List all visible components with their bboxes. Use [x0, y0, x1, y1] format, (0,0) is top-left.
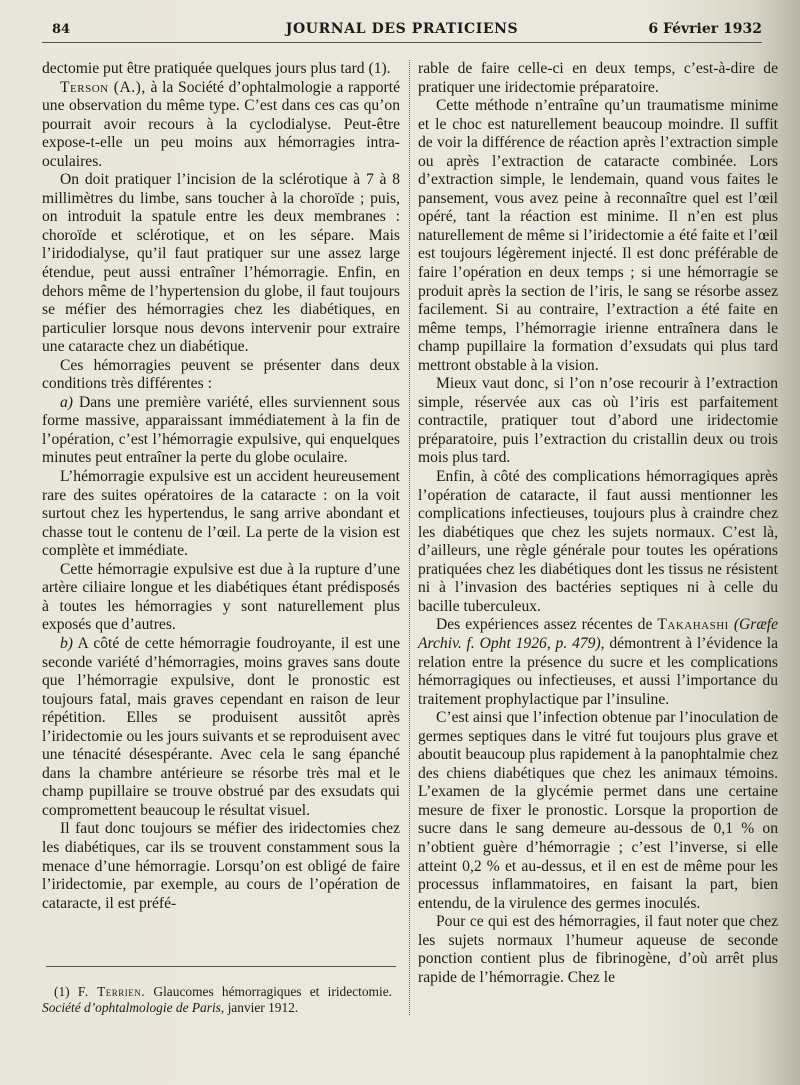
citation: (Græfe Archiv. f. Opht 1926, p. 479) — [418, 616, 778, 652]
paragraph: Cette méthode n’entraîne qu’un traumatisme minime et le choc est naturellement beaucoup moindre. Il suffit de voir la différence de réaction après l’extraction simple ou après l’extraction de cataracte combinée. Lors d’extraction simple, le lendemain, quand vous faites le pansement, vous avez peine à reconnaître quel est l’œil opéré, tant la réaction est minime. Il n’en est plus naturellement de même si l’iridectomie a été faite et l’œil est toujours légèrement injecté. Il est donc préférable de faire l’opération en deux temps ; si une hémorragie se produit après la section de l’iris, le sang se résorbe assez facilement. Si au contraire, l’extraction a été faite en même temps, l’hémorragie irienne entraînera dans le champ pupillaire la formation d’exsudats qui plus tard mettront obstable à la vision. — [418, 97, 778, 374]
author-name: Terson (A.), — [60, 78, 146, 96]
footnote-source: Société d’ophtalmologie de Paris, — [42, 999, 225, 1015]
footnote-marker: (1) — [54, 984, 70, 999]
paragraph: C’est ainsi que l’infection obtenue par l’inoculation de germes septiques dans le vitré fut toujours plus grave et aboutit beaucoup plus rapidement à la panophtalmie chez des chiens diabétiques que chez les animaux témoins. L’examen de la glycémie permet dans une certaine mesure de fixer le pronostic. Lorsque la proportion de sucre dans le sang demeure au-dessous de 0,1 % on n’obtient guère d’hémorragie ; c’est l’inverse, si elle atteint 0,2 % et au-dessus, et il en est de même pour les processus inflammatoires, en faisant la part, bien entendu, de la virulence des germes inoculés. — [418, 709, 778, 912]
author-name: Takahashi — [657, 616, 729, 634]
right-column — [418, 60, 778, 987]
paragraph: Cette hémorragie expulsive est due à la rupture d’une artère ciliaire longue et les diabétiques étant prédisposés à toutes les hémorragies y sont naturellement plus exposés que d’autres. — [42, 560, 400, 634]
footnote-rule — [46, 966, 396, 967]
paragraph: Terson (A.), à la Société d’ophtalmologie a rapporté une observation du même type. C’est dans ces cas qu’on pourrait avoir recours à la cyclodialyse. Peut-être expose-t-elle un peu moins aux hémorragies intra-oculaires. — [42, 78, 400, 170]
paragraph: L’hémorragie expulsive est un accident heureusement rare des suites opératoires de la cataracte : on la voit surtout chez les hypertendus, le sang arrive abondant et chasse tout le contenu de l’œil. La perte de la vision est complète et immédiate. — [42, 468, 400, 560]
paragraph: On doit pratiquer l’incision de la sclérotique à 7 à 8 millimètres du limbe, sans toucher à la choroïde ; puis, on introduit la spatule entre les deux membranes : choroïde et sclérotique, et on les sépare. Mais l’iridodialyse, qu’il faut pratiquer sur une assez large étendue, peut aussi entraîner l’hémorragie. Enfin, en dehors même de l’hypertension du globe, il faut toujours se méfier des hémorragies chez les diabétiques, en particulier lorsque nous devons intervenir pour extraire une cataracte chez un diabétique. — [42, 171, 400, 356]
list-marker: a) — [60, 393, 73, 411]
paragraph: Pour ce qui est des hémorragies, il faut noter que chez les sujets normaux l’humeur aqueuse de seconde ponction contient plus de fibrinogène, d’où arrêt plus rapide de l’hémorragie. Chez le — [418, 913, 778, 986]
issue-date: 6 Février 1932 — [648, 21, 762, 37]
paragraph: Mieux vaut donc, si l’on n’ose recourir à l’extraction simple, réservée aux cas où l’iris est parfaitement contractile, pratiquer tout d’abord une iridectomie préparatoire, puis l’extraction du cristallin deux ou trois mois plus tard. — [418, 375, 778, 467]
paragraph: Il faut donc toujours se méfier des iridectomies chez les diabétiques, car ils se trouvent constamment sous la menace d’une hémorragie. Lorsqu’on est obligé de faire l’iridectomie, par exemple, au cours de l’opération de cataracte, il est préfé- — [42, 820, 400, 912]
list-marker: b) — [60, 634, 73, 652]
paragraph: Ces hémorragies peuvent se présenter dans deux conditions très différentes : — [42, 356, 400, 393]
page-header — [42, 18, 762, 43]
paragraph: Enfin, à côté des complications hémorragiques après l’opération de cataracte, il faut aussi mentionner les complications infectieuses, toujours plus à craindre chez les diabétiques que chez les sujets normaux. C’est là, d’ailleurs, une règle générale pour toutes les opérations pratiquées chez les diabétiques dont les tissus ne résistent ni à l’invasion des bactéries septiques ni à celle du bacille tuberculeux. — [418, 468, 778, 615]
paragraph: a) Dans une première variété, elles surviennent sous forme massive, apparaissant immédiatement à la fin de l’opération, c’est l’hémorragie expulsive, qui enquelques minutes peut entraîner la perte du globe oculaire. — [42, 393, 400, 467]
paragraph: dectomie put être pratiquée quelques jours plus tard (1). — [42, 60, 391, 77]
journal-title: JOURNAL DES PRATICIENS — [285, 21, 519, 37]
column-divider — [409, 60, 411, 1015]
paragraph: rable de faire celle-ci en deux temps, c’est-à-dire de pratiquer une iridectomie préparatoire. — [418, 60, 778, 96]
paragraph: b) A côté de cette hémorragie foudroyante, il est une seconde variété d’hémorragies, moins graves sans doute que l’hémorragie expulsive, dont le pronostic est toujours fatal, mais graves cependant en raison de leur répétition. Elles se produisent aussitôt après l’iridectomie ou les jours suivants et se reproduisent avec une ténacité désespérante. Avec cela le sang épanché dans la chambre antérieure se résorbe très mal et le champ pupillaire se trouve obstrué par des exsudats qui compromettent beaucoup le résultat visuel. — [42, 634, 400, 819]
page-number: 84 — [52, 22, 71, 37]
footnote: (1) F. Terrien. Glaucomes hémorragiques et iridectomie. Société d’ophtalmologie de Paris, janvier 1912. — [42, 984, 392, 1015]
paragraph: Des expériences assez récentes de Takahashi (Græfe Archiv. f. Opht 1926, p. 479), démontrent à l’évidence la relation entre la présence du sucre et les complications hémorragiques ou infectieuses, et aussi l’importance du traitement prophylactique par l’insuline. — [418, 616, 778, 708]
left-column — [42, 60, 400, 913]
footnote-author: F. Terrien. — [77, 984, 146, 999]
